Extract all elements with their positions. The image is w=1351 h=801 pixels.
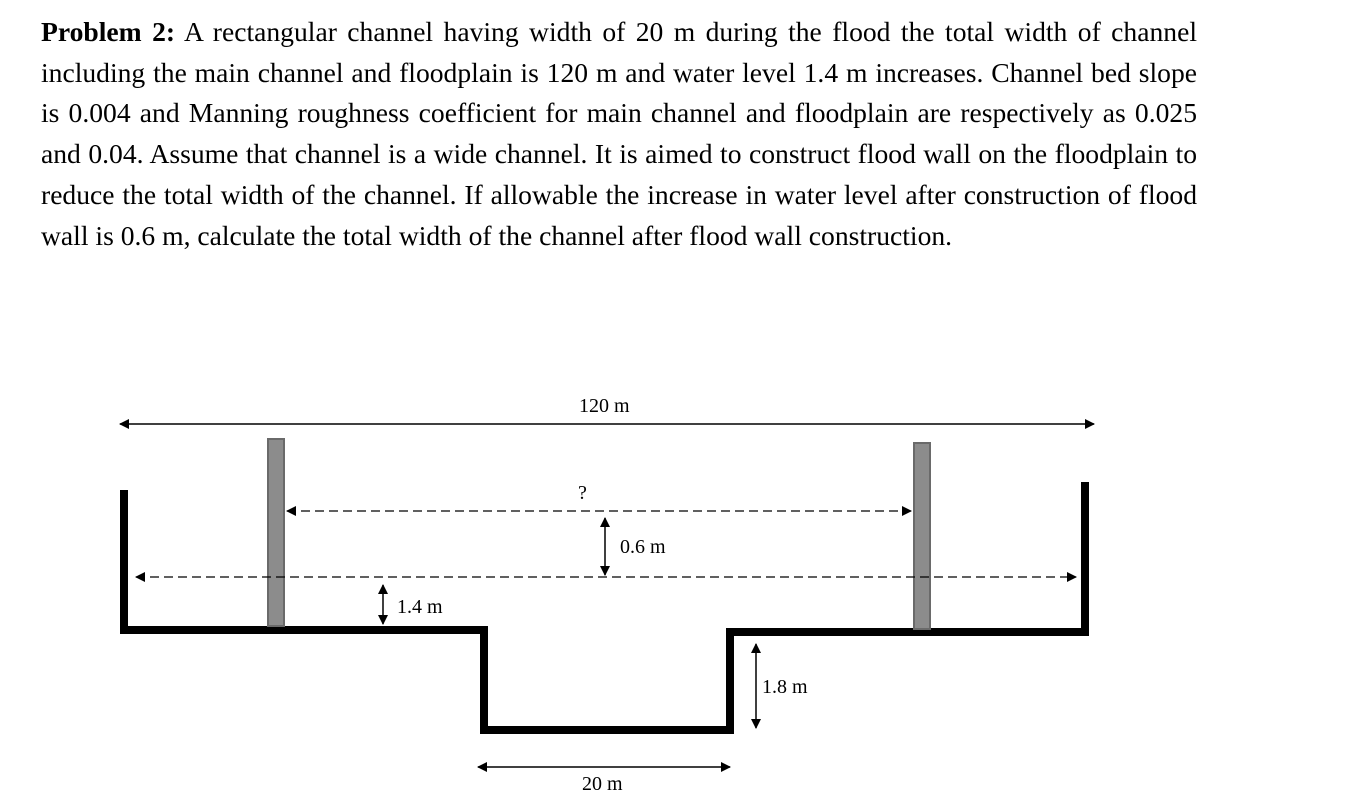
main-channel-depth-label: 1.8 m <box>762 676 808 698</box>
floodplain-depth-label: 1.4 m <box>397 596 443 618</box>
flood-wall-right <box>914 443 930 629</box>
total-width-label: 120 m <box>579 395 630 417</box>
flood-wall-left <box>268 439 284 626</box>
level-increase-label: 0.6 m <box>620 536 666 558</box>
problem-heading: Problem 2: <box>41 16 176 47</box>
unknown-width-label: ? <box>578 482 587 504</box>
main-channel-width-label: 20 m <box>582 773 623 795</box>
problem-text: A rectangular channel having width of 20 m during the flood the total width of channel including the main channel and floodplain is 120 m and water level 1.4 m increases. Channel bed slope is 0.004 and Manning roughness coefficient for main channel and floodplain are respectively as 0.025 and 0.04. Assume that channel is a wide channel. It is aimed to construct flood wall on the floodplain to reduce the total width of the channel. If allowable the increase in water level after construction of flood wall is 0.6 m, calculate the total width of the channel after flood wall construction. <box>41 16 1197 251</box>
